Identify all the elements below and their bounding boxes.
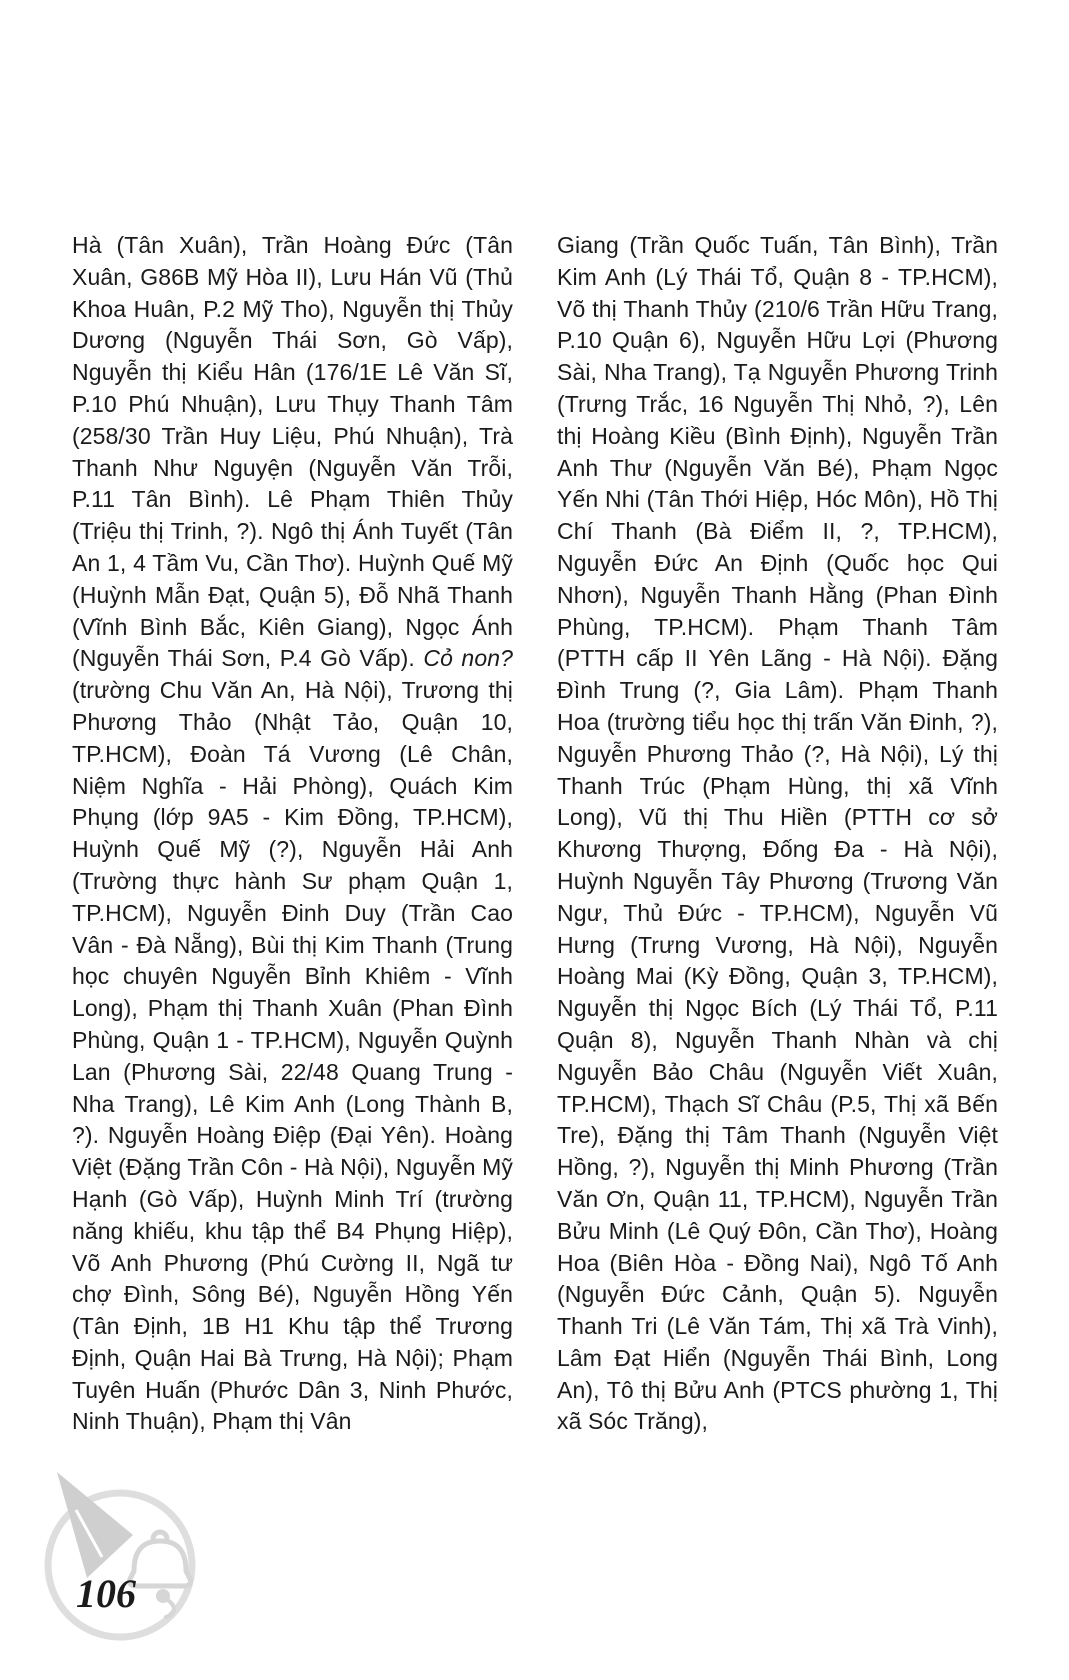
bell-body [129,1541,190,1586]
bell-clapper-tail [166,1599,174,1617]
italic-title-phrase: Cỏ non? [423,645,513,672]
text-column-left [72,230,513,1438]
left-column-text-before-italic: Hà (Tân Xuân), Trần Hoàng Đức (Tân Xuân, G86B Mỹ Hòa II), Lưu Hán Vũ (Thủ Khoa Huân, P.2 Mỹ Tho), Nguyễn thị Thủy Dương (Nguyễn Thái Sơn, Gò Vấp), Nguyễn thị Kiểu Hân (176/1E Lê Văn Sĩ, P.10 Phú Nhuận), Lưu Thụy Thanh Tâm (258/30 Trần Huy Liệu, Phú Nhuận), Trà Thanh Như Nguyện (Nguyễn Văn Trỗi, P.11 Tân Bình). Lê Phạm Thiên Thủy (Triệu thị Trinh, ?). Ngô thị Ánh Tuyết (Tân An 1, 4 Tầm Vu, Cần Thơ). Huỳnh Quế Mỹ (Huỳnh Mẫn Đạt, Quận 5), Đỗ Nhã Thanh (Vĩnh Bình Bắc, Kiên Giang), Ngọc Ánh (Nguyễn Thái Sơn, P.4 Gò Vấp). [72,232,513,672]
page-number: 106 [76,1571,136,1616]
logo-sail-icon [57,1472,133,1578]
left-column-text-after-italic: (trường Chu Văn An, Hà Nội), Trương thị Phương Thảo (Nhật Tảo, Quận 10, TP.HCM), Đoàn Tá Vương (Lê Chân, Niệm Nghĩa - Hải Phòng), Quách Kim Phụng (lớp 9A5 - Kim Đồng, TP.HCM), Huỳnh Quế Mỹ (?), Nguyễn Hải Anh (Trường thực hành Sư phạm Quận 1, TP.HCM), Nguyễn Đinh Duy (Trần Cao Vân - Đà Nẵng), Bùi thị Kim Thanh (Trung học chuyên Nguyễn Bỉnh Khiêm - Vĩnh Long), Phạm thị Thanh Xuân (Phan Đình Phùng, Quận 1 - TP.HCM), Nguyễn Quỳnh Lan (Phương Sài, 22/48 Quang Trung - Nha Trang), Lê Kim Anh (Long Thành B, ?). Nguyễn Hoàng Điệp (Đại Yên). Hoàng Việt (Đặng Trần Côn - Hà Nội), Nguyễn Mỹ Hạnh (Gò Vấp), Huỳnh Minh Trí (trường năng khiếu, khu tập thể B4 Phụng Hiệp), Võ Anh Phương (Phú Cường II, Ngã tư chợ Đình, Sông Bé), Nguyễn Hồng Yến (Tân Định, 1B H1 Khu tập thể Trương Định, Quận Hai Bà Trưng, Hà Nội); Phạm Tuyên Huấn (Phước Dân 3, Ninh Phước, Ninh Thuận), Phạm thị Vân [72,677,513,1435]
text-column-right [557,230,998,1438]
publisher-logo-watermark [30,1425,225,1670]
right-column-text: Giang (Trần Quốc Tuấn, Tân Bình), Trần Kim Anh (Lý Thái Tổ, Quận 8 - TP.HCM), Võ thị Thanh Thủy (210/6 Trần Hữu Trang, P.10 Quận 6), Nguyễn Hữu Lợi (Phương Sài, Nha Trang), Tạ Nguyễn Phương Trinh (Trưng Trắc, 16 Nguyễn Thị Nhỏ, ?), Lên thị Hoàng Kiều (Bình Định), Nguyễn Trần Anh Thư (Nguyễn Văn Bé), Phạm Ngọc Yến Nhi (Tân Thới Hiệp, Hóc Môn), Hồ Thị Chí Thanh (Bà Điểm II, ?, TP.HCM), Nguyễn Đức An Định (Quốc học Qui Nhơn), Nguyễn Thanh Hằng (Phan Đình Phùng, TP.HCM). Phạm Thanh Tâm (PTTH cấp II Yên Lãng - Hà Nội). Đặng Đình Trung (?, Gia Lâm). Phạm Thanh Hoa (trường tiểu học thị trấn Văn Đinh, ?), Nguyễn Phương Thảo (?, Hà Nội), Lý thị Thanh Trúc (Phạm Hùng, thị xã Vĩnh Long), Vũ thị Thu Hiền (PTTH cơ sở Khương Thượng, Đống Đa - Hà Nội), Huỳnh Nguyễn Tây Phương (Trương Văn Ngư, Thủ Đức - TP.HCM), Nguyễn Vũ Hưng (Trưng Vương, Hà Nội), Nguyễn Hoàng Mai (Kỳ Đồng, Quận 3, TP.HCM), Nguyễn thị Ngọc Bích (Lý Thái Tổ, P.11 Quận 8), Nguyễn Thanh Nhàn và chị Nguyễn Bảo Châu (Nguyễn Viết Xuân, TP.HCM), Thạch Sĩ Châu (P.5, Thị xã Bến Tre), Đặng thị Tâm Thanh (Nguyễn Việt Hồng, ?), Nguyễn thị Minh Phương (Trần Văn Ơn, Quận 11, TP.HCM), Nguyễn Trần Bửu Minh (Lê Quý Đôn, Cần Thơ), Hoàng Hoa (Biên Hòa - Đồng Nai), Ngô Tố Anh (Nguyễn Đức Cảnh, Quận 5). Nguyễn Thanh Tri (Lê Văn Tám, Thị xã Trà Vinh), Lâm Đạt Hiển (Nguyễn Thái Bình, Long An), Tô thị Bửu Anh (PTCS phường 1, Thị xã Sóc Trăng), [557,232,998,1435]
